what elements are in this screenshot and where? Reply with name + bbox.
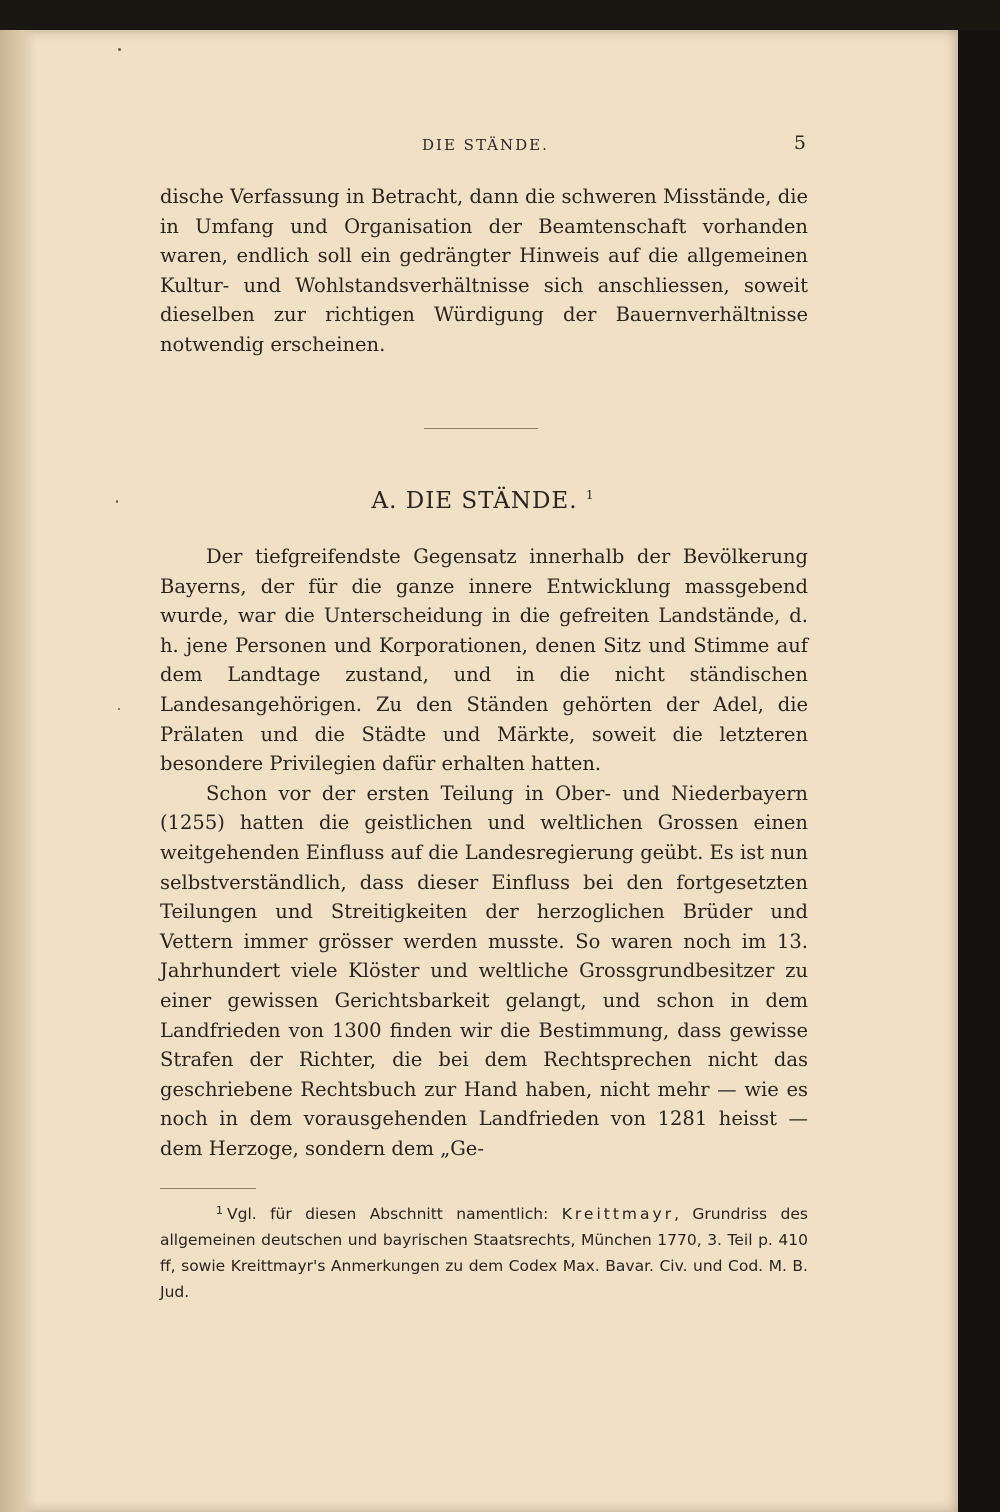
body-text	[160, 542, 808, 1163]
footnote-reference: 1	[585, 488, 595, 502]
footnote-text-before: Vgl. für diesen Abschnitt namentlich:	[227, 1205, 549, 1223]
paper-speck	[118, 708, 120, 710]
intro-paragraph	[160, 182, 808, 360]
page-gutter	[0, 30, 36, 1512]
scan-background	[958, 30, 1000, 1512]
paragraph-text: dische Verfassung in Betracht, dann die schweren Misstände, die in Umfang und Organisation der Beamtenschaft vorhanden waren, endlich soll ein gedrängter Hinweis auf die allgemeinen Kultur- und Wohlstandsverhältnisse sich anschliessen, soweit dieselben zur richtigen Würdigung der Bauernverhältnisse notwendig erscheinen.	[160, 185, 808, 356]
section-heading	[160, 488, 806, 514]
page-number: 5	[793, 132, 806, 154]
footnote	[160, 1198, 808, 1305]
section-divider	[424, 428, 538, 429]
paper-speck	[116, 500, 118, 503]
paper-speck	[118, 48, 121, 51]
running-title: DIE STÄNDE.	[422, 136, 549, 154]
footnote-divider	[160, 1188, 256, 1189]
running-header	[160, 132, 806, 160]
paragraph-text: Der tiefgreifendste Gegensatz innerhalb der Bevölkerung Bayerns, der für die ganze innere Entwicklung massgebend wurde, war die Unterscheidung in die gefreiten Landstände, d. h. jene Personen und Korporationen, denen Sitz und Stimme auf dem Landtage zustand, und in die nicht ständischen Landesangehörigen. Zu den Ständen gehörten der Adel, die Prälaten und die Städte und Märkte, soweit die letzteren besondere Privilegien dafür erhalten hatten.	[160, 545, 808, 776]
footnote-author: Kreittmayr	[561, 1205, 675, 1223]
section-heading-text: A. DIE STÄNDE.	[371, 488, 578, 514]
footnote-text-after: , Grundriss des allgemeinen deutschen und bayrischen Staatsrechts, München 1770, 3. Teil p. 410 ff, sowie Kreittmayr's Anmerkungen zu dem Codex Max. Bavar. Civ. und Cod. M. B. Jud.	[160, 1205, 808, 1301]
footnote-marker: 1	[216, 1204, 223, 1217]
paragraph-text: Schon vor der ersten Teilung in Ober- und Niederbayern (1255) hatten die geistlichen und weltlichen Grossen einen weitgehenden Einfluss auf die Landesregierung geübt. Es ist nun selbstverständlich, dass dieser Einfluss bei den fortgesetzten Teilungen und Streitigkeiten der herzoglichen Brüder und Vettern immer grösser werden musste. So waren noch im 13. Jahrhundert viele Klöster und weltliche Grossgrundbesitzer zu einer gewissen Gerichtsbarkeit gelangt, und schon in dem Landfrieden von 1300 finden wir die Bestimmung, dass gewisse Strafen der Richter, die bei dem Rechtsprechen nicht das geschriebene Rechtsbuch zur Hand haben, nicht mehr — wie es noch in dem vorausgehenden Landfrieden von 1281 heisst — dem Herzoge, sondern dem „Ge-	[160, 781, 808, 1160]
